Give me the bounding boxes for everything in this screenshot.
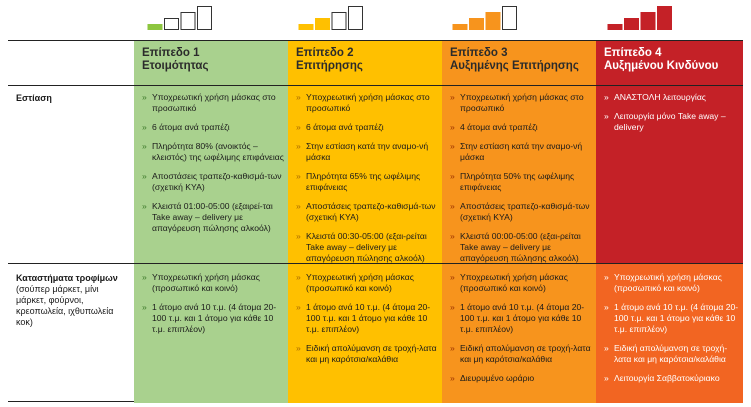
list-item: » Υποχρεωτική χρήση μάσκας (προσωπικό και κοινό) <box>142 272 284 294</box>
row-2-level-1-cell <box>142 272 284 343</box>
list-item: » 1 άτομο ανά 10 τ.μ. (4 άτομα 20-100 τ.μ. και 1 άτομο για κάθε 10 τ.μ. επιπλέον) <box>142 302 284 335</box>
level-bar-empty <box>165 19 179 30</box>
list-item: » Πληρότητα 80% (ανοικτός – κλειστός) της ωφέλιμης επιφάνειας <box>142 141 284 163</box>
header-divider <box>8 85 743 86</box>
row-label-katastimata-title: Καταστήματα τροφίμων <box>16 273 118 283</box>
list-item: » Στην εστίαση κατά την αναμο-νή μάσκα <box>450 141 592 163</box>
measures-table <box>8 40 743 402</box>
list-item: » Λειτουργία μόνο Take away – delivery <box>604 111 739 133</box>
level-4-icon-graphic <box>607 6 673 30</box>
row-2-level-2-cell <box>296 272 438 373</box>
level-2-icon-graphic <box>298 6 364 30</box>
row-label-katastimata-detail: (σούπερ μάρκετ, μίνι μάρκετ, φούρνοι, κρεοπωλεία, ιχθυπωλεία κοκ) <box>16 284 114 327</box>
list-item: » Κλειστά 00:30-05:00 (εξαι-ρείται Take away – delivery με απαγόρευση πώλησης αλκοόλ) <box>296 231 438 264</box>
list-item: » 1 άτομο ανά 10 τ.μ. (4 άτομα 20-100 τ.μ. και 1 άτομο για κάθε 10 τ.μ. επιπλέον) <box>450 302 592 335</box>
level-3-icon-graphic <box>452 6 518 30</box>
level-bar-empty <box>332 13 346 30</box>
level-bar-empty <box>349 7 363 30</box>
header-level-4-subtitle: Αυξημένου Κινδύνου <box>604 60 719 72</box>
level-bar-empty <box>503 7 517 30</box>
list-item: » Πληρότητα 50% της ωφέλιμης επιφάνειας <box>450 171 592 193</box>
list-item: » 6 άτομα ανά τραπέζι <box>296 122 438 133</box>
list-item: » Ειδική απολύμανση σε τροχή-λατα και μη καρότσια/καλάθια <box>296 343 438 365</box>
list-item: » Υποχρεωτική χρήση μάσκας στο προσωπικό <box>142 92 284 114</box>
list-item: » Ειδική απολύμανση σε τροχή-λατα και μη καρότσια/καλάθια <box>450 343 592 365</box>
level-bar-filled <box>641 13 655 30</box>
list-item: » Ειδική απολύμανση σε τροχή-λατα και μη καρότσια/καλάθια <box>604 343 739 365</box>
header-level-1-title: Επίπεδο 1 <box>142 47 200 59</box>
level-icons-row <box>0 0 751 40</box>
list-item: » Διευρυμένο ωράριο <box>450 373 592 384</box>
row-label-katastimata <box>16 273 128 328</box>
row-1-level-4-cell <box>604 92 739 141</box>
list-item: » 1 άτομο ανά 10 τ.μ. (4 άτομα 20-100 τ.μ. και 1 άτομο για κάθε 10 τ.μ. επιπλέον) <box>604 302 739 335</box>
level-bar-filled <box>148 25 162 30</box>
list-item: » Κλειστά 01:00-05:00 (εξαιρεί-ται Take away – delivery με απαγόρευση πώλησης αλκοόλ) <box>142 201 284 234</box>
header-level-3-subtitle: Αυξημένης Επιτήρησης <box>450 60 579 72</box>
header-level-4 <box>596 41 743 85</box>
list-item: » 4 άτομα ανά τραπέζι <box>450 122 592 133</box>
list-item: » Αποστάσεις τραπεζο-καθισμά-των (σχετική ΚΥΑ) <box>450 201 592 223</box>
header-level-2 <box>288 41 442 85</box>
list-item: » Πληρότητα 65% της ωφέλιμης επιφάνειας <box>296 171 438 193</box>
header-level-3 <box>442 41 596 85</box>
list-item: » Υποχρεωτική χρήση μάσκας (προσωπικό και κοινό) <box>604 272 739 294</box>
row-label-estiasi-title: Εστίαση <box>16 93 52 103</box>
header-level-1 <box>134 41 288 85</box>
level-3-icon <box>452 6 518 30</box>
level-bar-empty <box>181 13 195 30</box>
list-item: » Υποχρεωτική χρήση μάσκας στο προσωπικό <box>296 92 438 114</box>
level-bar-filled <box>658 7 672 30</box>
level-bar-filled <box>486 13 500 30</box>
level-4-icon <box>607 6 673 30</box>
list-item: » Αποστάσεις τραπεζο-καθισμά-των (σχετική ΚΥΑ) <box>142 171 284 193</box>
header-level-2-title: Επίπεδο 2 <box>296 47 354 59</box>
list-item: » 1 άτομο ανά 10 τ.μ. (4 άτομα 20-100 τ.μ. και 1 άτομο για κάθε 10 τ.μ. επιπλέον) <box>296 302 438 335</box>
row-1-level-2-cell <box>296 92 438 272</box>
level-1-icon <box>147 6 213 30</box>
list-item: » Υποχρεωτική χρήση μάσκας (προσωπικό και κοινό) <box>296 272 438 294</box>
row-1-level-1-cell <box>142 92 284 242</box>
list-item: » Λειτουργία Σαββατοκύριακο <box>604 373 739 384</box>
row-2-level-4-cell <box>604 272 739 392</box>
level-bar-filled <box>299 25 313 30</box>
list-item: » Κλειστά 00:00-05:00 (εξαι-ρείται Take away – delivery με απαγόρευση πώλησης αλκοόλ) <box>450 231 592 264</box>
list-item: » Στην εστίαση κατά την αναμο-νή μάσκα <box>296 141 438 163</box>
level-bar-empty <box>198 7 212 30</box>
level-2-icon <box>298 6 364 30</box>
list-item: » ΑΝΑΣΤΟΛΗ λειτουργίας <box>604 92 739 103</box>
list-item: » 6 άτομα ανά τραπέζι <box>142 122 284 133</box>
header-level-2-subtitle: Επιτήρησης <box>296 60 363 72</box>
list-item: » Υποχρεωτική χρήση μάσκας (προσωπικό και κοινό) <box>450 272 592 294</box>
list-item: » Αποστάσεις τραπεζο-καθισμά-των (σχετική ΚΥΑ) <box>296 201 438 223</box>
list-item: » Υποχρεωτική χρήση μάσκας στο προσωπικό <box>450 92 592 114</box>
row-1-level-3-cell <box>450 92 592 272</box>
header-level-3-title: Επίπεδο 3 <box>450 47 508 59</box>
level-bar-filled <box>625 19 639 30</box>
header-level-1-subtitle: Ετοιμότητας <box>142 60 209 72</box>
level-bar-filled <box>453 25 467 30</box>
level-bar-filled <box>316 19 330 30</box>
header-level-4-title: Επίπεδο 4 <box>604 47 662 59</box>
level-bar-filled <box>470 19 484 30</box>
level-1-icon-graphic <box>147 6 213 30</box>
level-bar-filled <box>608 25 622 30</box>
row-2-level-3-cell <box>450 272 592 392</box>
row-label-estiasi <box>16 93 128 104</box>
